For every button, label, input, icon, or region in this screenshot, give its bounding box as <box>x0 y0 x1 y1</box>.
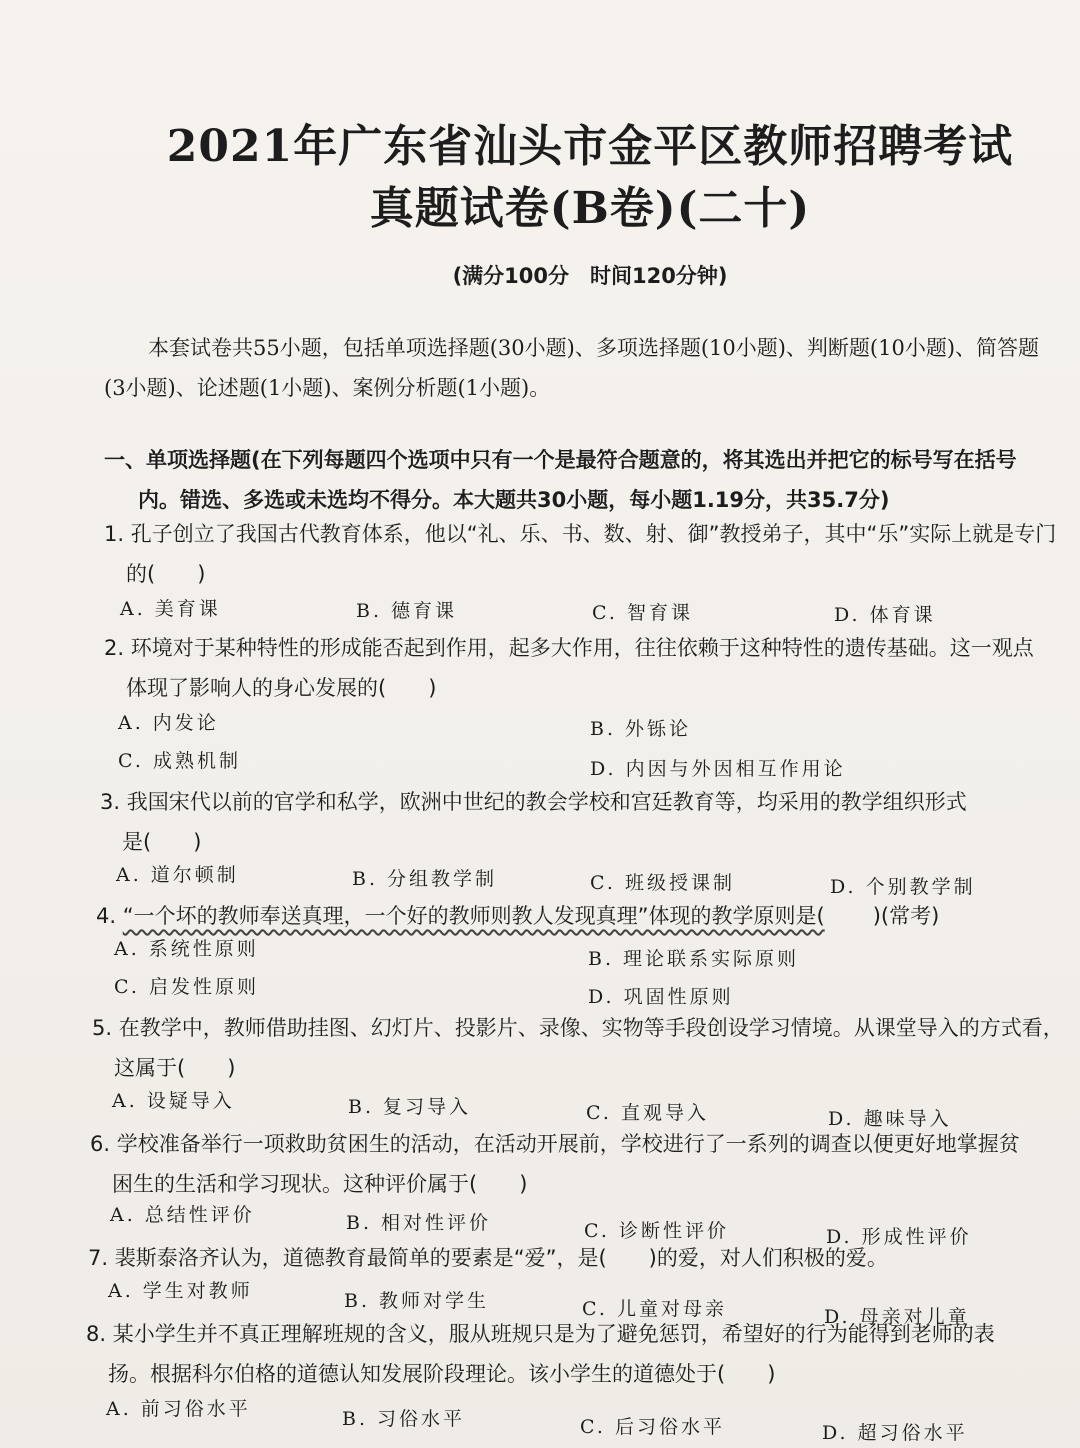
question-5 <box>92 1008 1064 1088</box>
question-3 <box>100 782 967 862</box>
option-b: B. 外铄论 <box>590 718 692 740</box>
option-a: A. 总结性评价 <box>110 1204 255 1226</box>
question-4 <box>96 896 939 936</box>
question-number: 8. <box>86 1322 107 1346</box>
question-7 <box>88 1238 888 1278</box>
exam-title-line2: 真题试卷(B卷)(二十) <box>369 183 811 234</box>
exam-intro <box>104 328 1080 408</box>
option-a: A. 内发论 <box>118 712 219 734</box>
option-a: A. 设疑导入 <box>112 1090 235 1112</box>
option-c: C. 成熟机制 <box>118 750 241 772</box>
option-b: B. 相对性评价 <box>346 1212 492 1234</box>
question-1 <box>104 514 1056 594</box>
option-d: D. 内因与外因相互作用论 <box>590 758 846 780</box>
question-number: 5. <box>92 1016 113 1040</box>
question-stem: 某小学生并不真正理解班规的含义，服从班规只是为了避免惩罚，希望好的行为能得到老师的表 <box>112 1322 995 1346</box>
section-heading <box>104 440 1017 520</box>
option-b: B. 习俗水平 <box>342 1408 466 1430</box>
question-stem-cont: 这属于( ) <box>114 1056 236 1080</box>
option-a: A. 道尔顿制 <box>116 864 239 886</box>
question-6 <box>90 1124 1020 1204</box>
option-c: C. 智育课 <box>592 602 693 624</box>
question-stem-tag: )(常考) <box>872 904 940 928</box>
intro-line2: (3小题)、论述题(1小题)、案例分析题(1小题)。 <box>104 376 551 400</box>
option-d: D. 巩固性原则 <box>588 986 734 1008</box>
section-line2: 内。错选、多选或未选均不得分。本大题共30小题，每小题1.19分，共35.7分) <box>138 488 890 512</box>
option-a: A. 系统性原则 <box>114 938 259 960</box>
question-number: 2. <box>104 636 125 660</box>
intro-line1: 本套试卷共55小题，包括单项选择题(30小题)、多项选择题(10小题)、判断题(10小题)、简答题 <box>148 336 1040 360</box>
question-2 <box>104 628 1034 708</box>
question-stem: 裴斯泰洛齐认为，道德教育最简单的要素是“爱”，是( )的爱，对人们积极的爱。 <box>114 1246 888 1270</box>
question-stem: 我国宋代以前的官学和私学，欧洲中世纪的教会学校和宫廷教育等，均采用的教学组织形式 <box>126 790 967 814</box>
question-stem-cont: 体现了影响人的身心发展的( ) <box>126 676 437 700</box>
option-c: C. 诊断性评价 <box>584 1220 729 1242</box>
option-c: C. 启发性原则 <box>114 976 259 998</box>
exam-title-line1: 2021年广东省汕头市金平区教师招聘考试 <box>166 121 1014 172</box>
option-a: A. 美育课 <box>120 598 221 620</box>
option-c: C. 儿童对母亲 <box>582 1298 727 1320</box>
option-d: D. 母亲对儿童 <box>824 1306 970 1328</box>
question-stem-cont: 扬。根据科尔伯格的道德认知发展阶段理论。该小学生的道德处于( ) <box>108 1362 776 1386</box>
option-d: D. 个别教学制 <box>830 876 976 898</box>
option-d: D. 超习俗水平 <box>822 1422 968 1444</box>
option-b: B. 教师对学生 <box>344 1290 490 1312</box>
option-c: C. 后习俗水平 <box>580 1416 725 1438</box>
question-stem-cont: 是( ) <box>122 830 202 854</box>
option-a: A. 前习俗水平 <box>106 1398 251 1420</box>
question-8 <box>86 1314 995 1394</box>
question-stem: 学校准备举行一项救助贫困生的活动，在活动开展前，学校进行了一系列的调查以便更好地掌握贫 <box>116 1132 1020 1156</box>
option-a: A. 学生对教师 <box>108 1280 253 1302</box>
option-b: B. 分组教学制 <box>352 868 498 890</box>
question-stem: 环境对于某种特性的形成能否起到作用，起多大作用，往往依赖于这种特性的遗传基础。这一观点 <box>130 636 1034 660</box>
bleed-through-text <box>120 82 140 111</box>
question-number: 6. <box>90 1132 111 1156</box>
option-d: D. 趣味导入 <box>828 1108 952 1130</box>
option-b: B. 理论联系实际原则 <box>588 948 800 970</box>
question-number: 3. <box>100 790 121 814</box>
question-stem: 在教学中，教师借助挂图、幻灯片、投影片、录像、实物等手段创设学习情境。从课堂导入的方式看， <box>118 1016 1064 1040</box>
option-b: B. 复习导入 <box>348 1096 472 1118</box>
question-stem-cont: 的( ) <box>126 562 206 586</box>
option-d: D. 体育课 <box>834 604 936 626</box>
question-number: 7. <box>88 1246 109 1270</box>
question-number: 4. <box>96 904 117 928</box>
option-c: C. 直观导入 <box>586 1102 709 1124</box>
option-c: C. 班级授课制 <box>590 872 735 894</box>
option-b: B. 德育课 <box>356 600 458 622</box>
section-line1: 一、单项选择题(在下列每题四个选项中只有一个是最符合题意的，将其选出并把它的标号写在括号 <box>104 448 1017 472</box>
exam-meta: (满分100分 时间120分钟) <box>452 264 728 288</box>
option-d: D. 形成性评价 <box>826 1226 972 1248</box>
question-stem-cont: 困生的生活和学习现状。这种评价属于( ) <box>112 1172 528 1196</box>
question-stem: “一个坏的教师奉送真理，一个好的教师则教人发现真理”体现的教学原则是( <box>122 904 825 928</box>
question-number: 1. <box>104 522 125 546</box>
question-stem: 孔子创立了我国古代教育体系，他以“礼、乐、书、数、射、御”教授弟子，其中“乐”实际上就是专门 <box>130 522 1057 546</box>
